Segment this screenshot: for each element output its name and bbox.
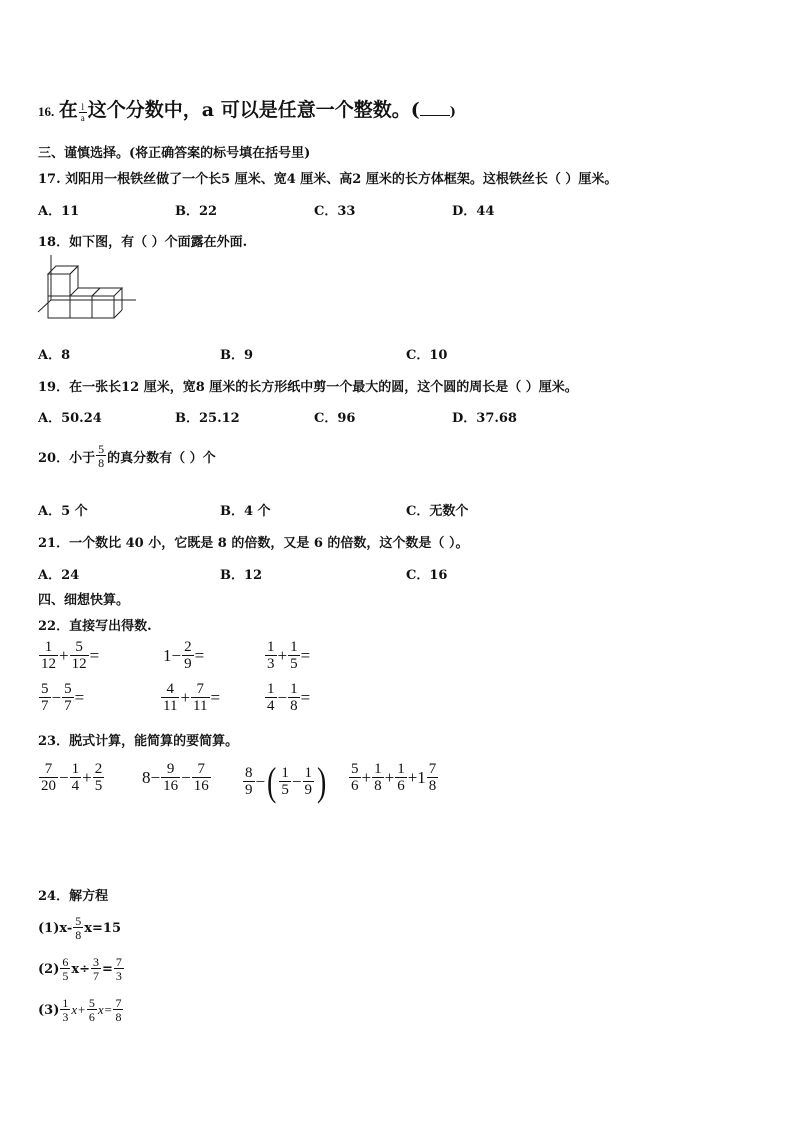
question-16-text: 这个分数中，a 可以是任意一个整数。( [87,99,420,121]
question-24-title: 24．解方程 [38,889,109,904]
q22-expr-2: 1 − $\frac{2}{9}$ = [163,639,205,672]
q22-expr-5: $\frac{4}{11}$ + $\frac{7}{11}$ = [163,681,221,714]
q23-expr-4: $\frac{5}{6}$ + $\frac{1}{8}$ + $\frac{1}{6}$ + 1 $\frac{7}{8}$ [351,761,437,794]
q18-option-b[interactable]: B．9 [220,348,254,363]
question-20-prefix: 20．小于 [38,450,96,466]
q21-option-c[interactable]: C．16 [406,568,448,583]
q23-expr-1: $\frac{7}{20}$ − $\frac{1}{4}$ + $\frac{2}{5}$ [41,761,103,794]
close-paren: ) [449,105,456,120]
q17-option-d[interactable]: D．44 [452,204,495,219]
q20-option-c[interactable]: C．无数个 [406,504,469,519]
question-22-title: 22．直接写出得数. [38,619,152,634]
q19-option-b[interactable]: B．25.12 [175,411,240,426]
q20-option-a[interactable]: A．5 个 [38,504,88,519]
answer-blank[interactable] [420,115,450,116]
q21-option-a[interactable]: A．24 [38,568,80,583]
q22-expr-3: $\frac{1}{3}$ + $\frac{1}{5}$ = [267,639,311,672]
question-number: 16. [38,104,55,119]
q19-option-d[interactable]: D．37.68 [452,411,517,426]
question-17-text: 17. 刘阳用一根铁丝做了一个长5 厘米、宽4 厘米、高2 厘米的长方体框架。这根铁丝长（ ）厘米。 [38,172,618,187]
q23-expr-3: $\frac{8}{9}$ − ( $\frac{1}{5}$ − $\frac{1}{9}$ ) [245,759,327,804]
section-3-heading: 三、谨慎选择。(将正确答案的标号填在括号里) [38,146,311,161]
q22-expr-1: $\frac{1}{12}$ + $\frac{5}{12}$ = [41,639,100,672]
cube-stack-figure [36,252,140,332]
q17-option-a[interactable]: A．11 [38,204,80,219]
question-16-prefix: 在 [58,99,78,121]
q22-expr-6: $\frac{1}{4}$ − $\frac{1}{8}$ = [267,681,311,714]
question-23-title: 23．脱式计算，能简算的要简算。 [38,734,239,749]
q20-option-b[interactable]: B．4 个 [220,504,271,519]
q24-equation-2: (2) $\frac{6}{5}$ x÷ $\frac{3}{7}$ = $\frac{7}{3}$ [38,955,122,983]
q18-option-c[interactable]: C．10 [406,348,448,363]
fraction-l-over-a: $\frac{l}{a}$ [80,101,85,123]
q17-option-b[interactable]: B．22 [175,204,218,219]
fraction-5-8: $\frac{5}{8}$ [98,442,105,470]
q24-equation-1: (1)x- $\frac{5}{8}$ x=15 [38,914,121,942]
question-21-text: 21．一个数比 40 小，它既是 8 的倍数，又是 6 的倍数，这个数是（ ）。 [38,536,469,551]
question-19-text: 19．在一张长12 厘米，宽8 厘米的长方形纸中剪一个最大的圆，这个圆的周长是（ ）厘米。 [38,380,578,395]
question-20 [38,443,216,469]
q19-option-c[interactable]: C．96 [314,411,356,426]
q22-expr-4: $\frac{5}{7}$ − $\frac{5}{7}$ = [41,681,85,714]
q21-option-b[interactable]: B．12 [220,568,263,583]
q17-option-c[interactable]: C．33 [314,204,356,219]
question-16 [38,95,456,123]
question-18-text: 18．如下图，有（ ）个面露在外面. [38,235,248,250]
q19-option-a[interactable]: A．50.24 [38,411,102,426]
q24-equation-3: (3) $\frac{1}{3}$ x+ $\frac{5}{6}$ x= $\frac{7}{8}$ [38,996,122,1024]
section-4-heading: 四、细想快算。 [38,593,130,608]
q23-expr-2: 8 − $\frac{9}{16}$ − $\frac{7}{16}$ [142,761,209,794]
question-20-suffix: 的真分数有（ ）个 [107,450,216,466]
q18-option-a[interactable]: A．8 [38,348,71,363]
